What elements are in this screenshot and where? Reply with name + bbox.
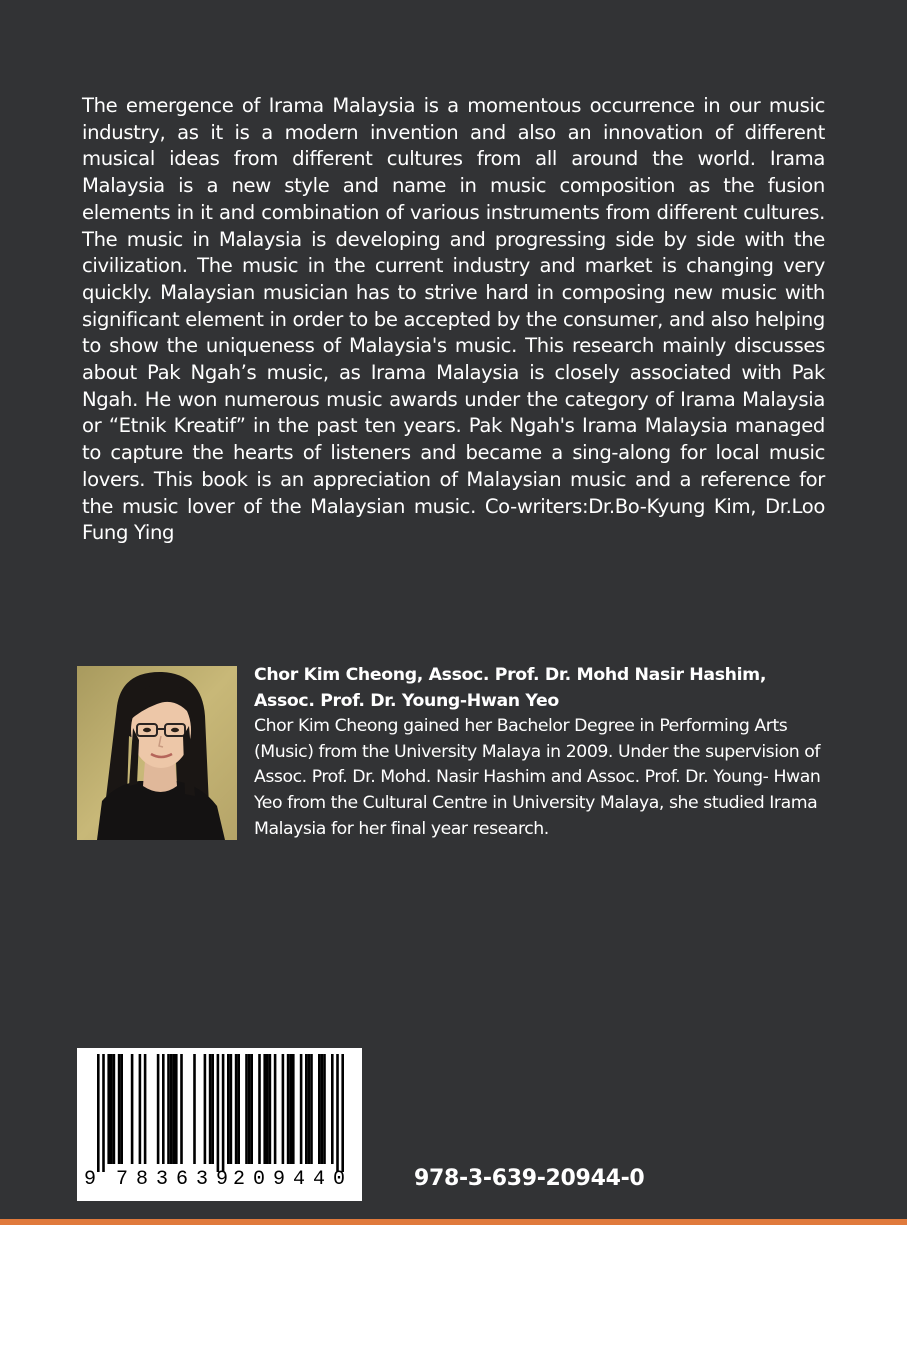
barcode-bar (269, 1054, 272, 1164)
barcode-right-group: 209440 (233, 1168, 354, 1191)
barcode-bar (131, 1054, 134, 1164)
barcode-bar (113, 1054, 116, 1164)
author-names (254, 663, 834, 714)
book-description: The emergence of Irama Malaysia is a momentous occurrence in our music industry, as it is a modern invention and also an innovation of different musical ideas from different cultures from all around the world. Irama Malaysia is a new style and name in music composition as the fusion elements in it and combination of various instruments from different cultures. The music in Malaysia is developing and progressing side by side with the civilization. The music in the current industry and market is changing very quickly. Malaysian musician has to strive hard in composing new music with significant element in order to be accepted by the consumer, and also helping to show the uniqueness of Malaysia's music. This research mainly discusses about Pak Ngah’s music, as Irama Malaysia is closely associated with Pak Ngah. He won numerous music awards under the category of Irama Malaysia or “Etnik Kreatif” in the past ten years. Pak Ngah's Irama Malaysia managed to capture the hearts of listeners and became a sing-along for local music lovers. This book is an appreciation of Malaysian music and a reference for the music lover of the Malaysian music. Co-writers:Dr.Bo-Kyung Kim, Dr.Loo Fung Ying (82, 94, 825, 545)
barcode-bar (287, 1054, 290, 1164)
author-biography: Chor Kim Cheong gained her Bachelor Degree in Performing Arts (Music) from the University Malaya in 2009. Under the supervision of Assoc. Prof. Dr. Mohd. Nasir Hashim and Assoc. Prof. Dr. Young- Hwan Yeo from the Cultural Centre in University Malaya, she studied Irama Malaysia for her final year research. (254, 716, 821, 839)
author-portrait-image (77, 666, 237, 840)
barcode-bar (227, 1054, 230, 1164)
author-photo (77, 666, 237, 840)
barcode-bar (118, 1054, 121, 1164)
barcode-bar (300, 1054, 303, 1164)
barcode-left-group: 783639 (116, 1168, 237, 1191)
barcode-bar (222, 1054, 225, 1172)
barcode-bar (162, 1054, 165, 1164)
barcode-bar (170, 1054, 173, 1164)
barcode-bar (263, 1054, 266, 1164)
barcode-bar (305, 1054, 308, 1164)
barcode-bar (248, 1054, 251, 1164)
barcode-bar (341, 1054, 344, 1172)
barcode-bar (237, 1054, 240, 1164)
barcode-bar (204, 1054, 207, 1164)
barcode-bar (209, 1054, 212, 1164)
barcode-bar (230, 1054, 233, 1164)
isbn-number: 978-3-639-20944-0 (414, 1166, 645, 1191)
barcode-bar (175, 1054, 178, 1164)
barcode-bar (110, 1054, 113, 1164)
barcode-bar (97, 1054, 100, 1172)
barcode-bar (139, 1054, 142, 1164)
barcode-bar (193, 1054, 196, 1164)
barcode-bar (323, 1054, 326, 1164)
barcode-bar (274, 1054, 277, 1164)
barcode-bar (144, 1054, 147, 1164)
barcode-bar (282, 1054, 285, 1164)
accent-band (0, 1219, 907, 1225)
barcode-digits (77, 1168, 362, 1198)
barcode-first-digit: 9 (84, 1168, 97, 1191)
barcode-bar (310, 1054, 313, 1164)
isbn-barcode (77, 1048, 362, 1201)
barcode-bar (180, 1054, 183, 1164)
barcode-bar (102, 1054, 105, 1172)
barcode-bar (318, 1054, 321, 1164)
barcode-bar (211, 1054, 214, 1164)
barcode-bars (77, 1048, 362, 1173)
barcode-bar (217, 1054, 220, 1172)
barcode-bar (157, 1054, 160, 1164)
barcode-bar (331, 1054, 334, 1164)
barcode-bar (266, 1054, 269, 1164)
barcode-bar (321, 1054, 324, 1164)
barcode-bar (167, 1054, 170, 1164)
barcode-bar (172, 1054, 175, 1164)
author-names-line-2: Assoc. Prof. Dr. Young-Hwan Yeo (254, 690, 559, 711)
barcode-bar (120, 1054, 123, 1164)
author-names-line-1: Chor Kim Cheong, Assoc. Prof. Dr. Mohd Nasir Hashim, (254, 665, 767, 685)
barcode-bar (289, 1054, 292, 1164)
barcode-bar (250, 1054, 253, 1164)
barcode-bar (258, 1054, 261, 1164)
barcode-bar (245, 1054, 248, 1164)
barcode-bar (235, 1054, 238, 1164)
barcode-bar (107, 1054, 110, 1164)
barcode-bar (336, 1054, 339, 1172)
barcode-bar (292, 1054, 295, 1164)
barcode-bar (308, 1054, 311, 1164)
